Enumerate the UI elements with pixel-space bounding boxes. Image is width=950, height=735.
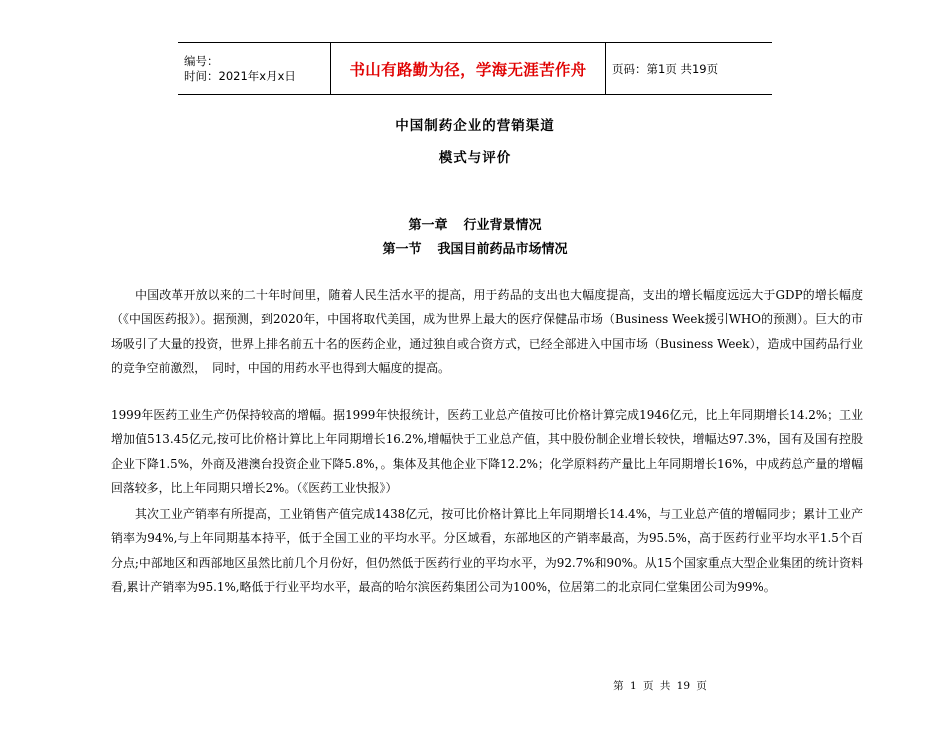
paragraph-text: 1999年医药工业生产仍保持较高的增幅。据1999年快报统计，医药工业总产值按可比价格计算完成1946亿元，比上年同期增长14.2%；工业增加值513.45亿元,按可比价格计算比上年同期增长16.2%,增幅快于工业总产值，其中股份制企业增长较快，增幅达97.3%，国有及国有控股企业下降1.5%，外商及港澳台投资企业下降5.8%，。集体及其他企业下降12.2%；化学原料药产量比上年同期增长16%，中成药总产量的增幅回落较多，比上年同期只增长2%。（《医药工业快报》） [111,408,863,496]
section-title: 我国目前药品市场情况 [437,242,568,257]
paragraph-text: 中国改革开放以来的二十年时间里，随着人民生活水平的提高，用于药品的支出也大幅度提高，支出的增长幅度远远大于GDP的增长幅度（《中国医药报》）。据预测，到2020年，中国将取代美国，成为世界上最大的医疗保健品市场（Business Week援引WHO的预测）。巨大的市场吸引了大量的投资，世界上排名前五十名的医药企业，通过独自或合资方式，已经全部进入中国市场（Business Week），造成中国药品行业的竞争空前激烈， 同时，中国的用药水平也得到大幅度的提高。 [111,288,863,376]
footer-page-number: 第 1 页 共 19 页 [613,680,707,692]
body-paragraph-1 [111,283,863,381]
paragraph-text: 其次工业产销率有所提高，工业销售产值完成1438亿元，按可比价格计算比上年同期增长14.4%，与工业总产值的增幅同步；累计工业产销率为94%,与上年同期基本持平，低于全国工业的平均水平。分区域看，东部地区的产销率最高，为95.5%，高于医药行业平均水平1.5个百分点;中部地区和西部地区虽然比前几个月份好，但仍然低于医药行业的平均水平，为92.7%和90%。从15个国家重点大型企业集团的统计资料看,累计产销率为95.1%,略低于行业平均水平，最高的哈尔滨医药集团公司为100%，位居第二的北京同仁堂集团公司为99%。 [111,507,863,595]
doc-title-line2: 模式与评价 [438,150,512,166]
section-label: 第一节 [382,242,422,257]
page-header [178,42,772,95]
header-meta [178,43,330,94]
motto-text: 书山有路勤为径，学海无涯苦作舟 [349,60,587,79]
header-motto-cell [330,43,606,94]
chapter-heading [0,214,950,233]
body-paragraph-3 [111,502,863,600]
chapter-title: 行业背景情况 [463,218,542,233]
section-heading [0,238,950,257]
serial-label: 编号： [184,53,219,68]
doc-title-line1: 中国制药企业的营销渠道 [395,118,555,134]
header-page-cell [606,43,772,94]
chapter-label: 第一章 [408,218,448,233]
body-paragraph-2 [111,403,863,501]
header-page-label: 页码：第1页 共19页 [612,61,719,76]
date-label: 时间：2021年x月x日 [184,68,296,83]
